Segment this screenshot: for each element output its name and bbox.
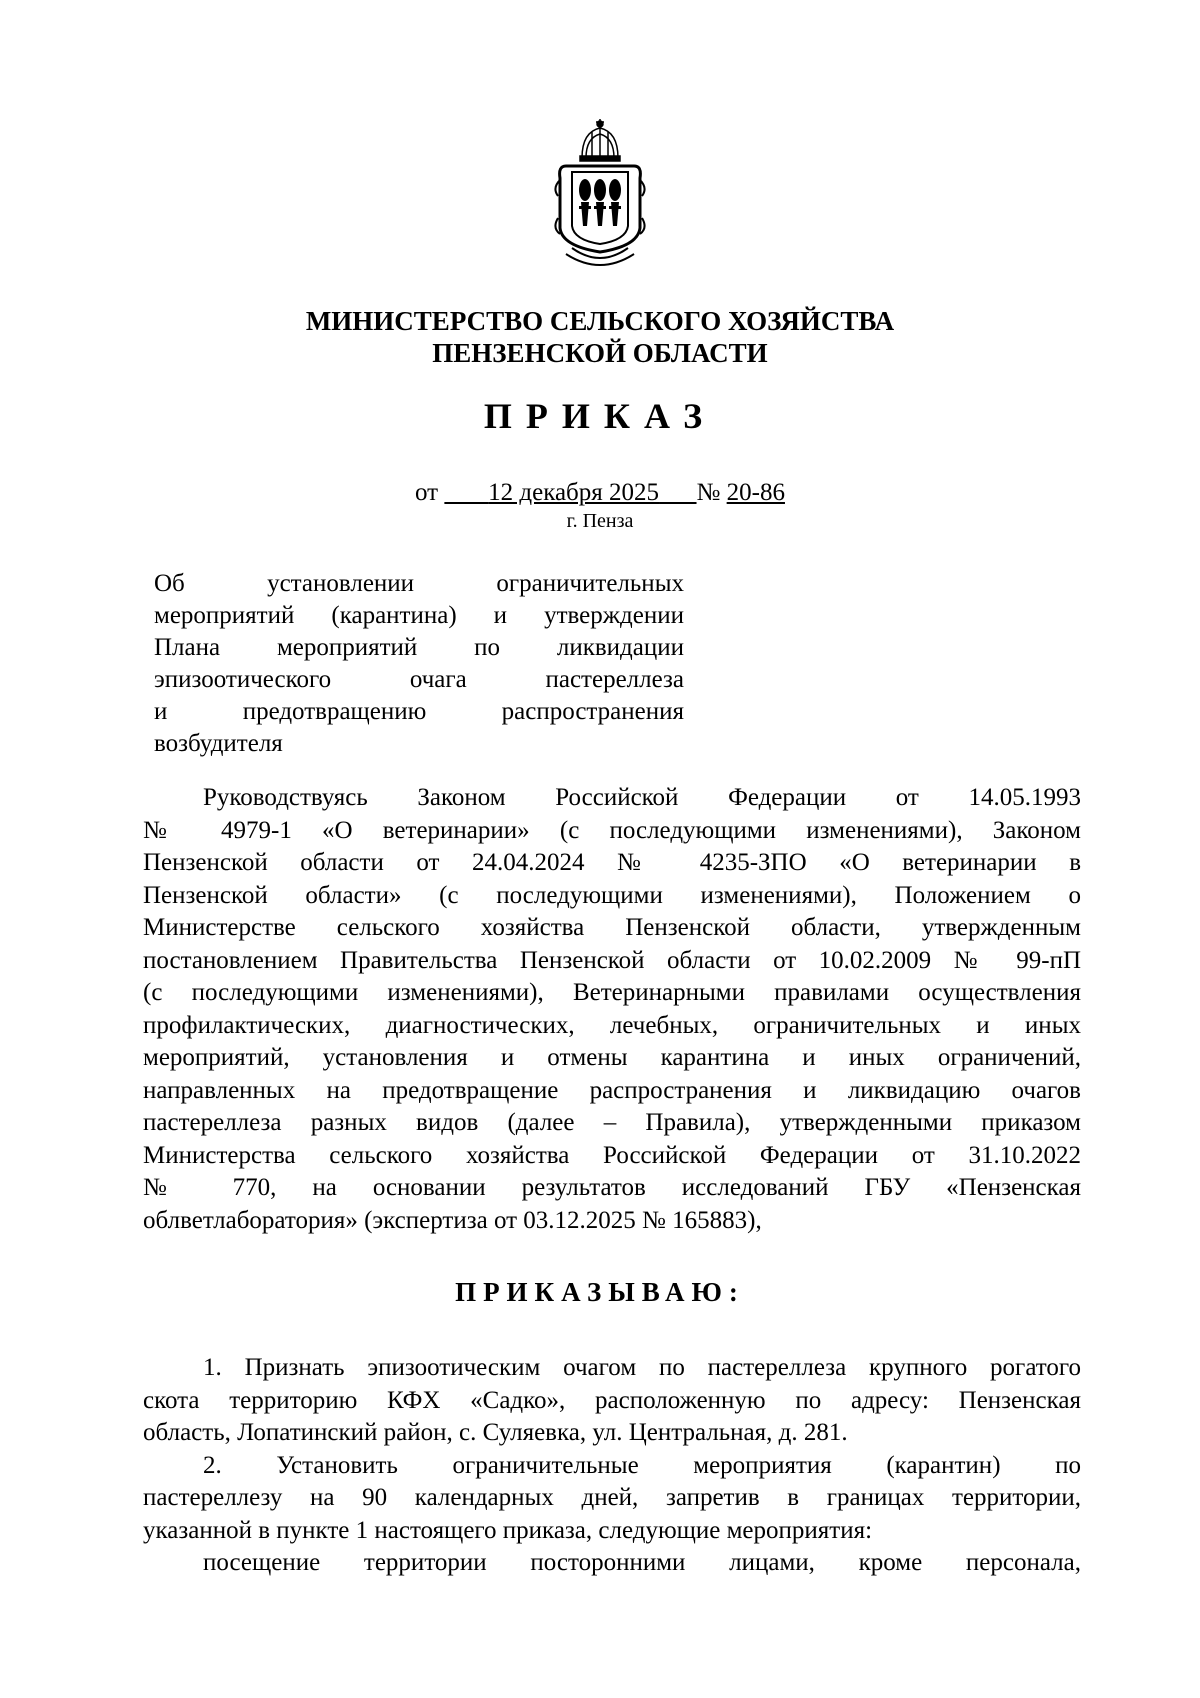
ministry-name-line2: ПЕНЗЕНСКОЙ ОБЛАСТИ — [432, 338, 768, 368]
order-item-line: область, Лопатинский район, с. Суляевка, ул. Центральная, д. 281. — [143, 1419, 848, 1446]
subject-block — [154, 568, 684, 760]
subject-line: возбудителя — [154, 730, 283, 757]
order-item-line: посещение территории посторонними лицами, кроме персонала, — [203, 1549, 1081, 1576]
preamble-line: облветлаборатория» (экспертиза от 03.12.2025 № 165883), — [143, 1206, 762, 1234]
preamble-line: Пензенской области от 24.04.2024 № 4235-ЗПО «О ветеринарии в — [143, 849, 1081, 876]
order-item-line: 1. Признать эпизоотическим очагом по пастереллеза крупного рогатого — [203, 1354, 1081, 1381]
order-date: 12 декабря 2025 — [488, 479, 660, 506]
subject-line: мероприятий (карантина) и утверждении — [154, 602, 684, 629]
preamble-line: (с последующими изменениями), Ветеринарными правилами осуществления — [143, 979, 1081, 1006]
preamble-line: Министерства сельского хозяйства Российской Федерации от 31.10.2022 — [143, 1141, 1081, 1169]
preamble-line: Пензенской области» (с последующими изменениями), Положением о — [143, 881, 1081, 909]
preamble-line: направленных на предотвращение распространения и ликвидацию очагов — [143, 1076, 1081, 1104]
orders-heading: ПРИКАЗЫВАЮ: — [455, 1277, 745, 1307]
preamble-line: № 770, на основании результатов исследований ГБУ «Пензенская — [143, 1174, 1081, 1201]
date-number-line — [0, 478, 1200, 508]
subject-line: эпизоотического очага пастереллеза — [154, 666, 684, 693]
subject-line: и предотвращению распространения — [154, 698, 684, 725]
date-prefix: от — [415, 479, 439, 506]
ministry-name-line1: МИНИСТЕРСТВО СЕЛЬСКОГО ХОЗЯЙСТВА — [305, 306, 895, 336]
preamble-line: пастереллеза разных видов (далее – Правила), утвержденными приказом — [143, 1109, 1081, 1136]
order-items — [143, 1352, 1081, 1580]
coat-of-arms-icon — [552, 118, 648, 274]
city-line: г. Пенза — [566, 510, 634, 532]
order-item-line: указанной в пункте 1 настоящего приказа, следующие мероприятия: — [143, 1516, 873, 1544]
preamble-line: Руководствуясь Законом Российской Федерации от 14.05.1993 — [203, 784, 1081, 811]
preamble-line: Министерстве сельского хозяйства Пензенской области, утвержденным — [143, 914, 1081, 941]
order-item-line: пастереллезу на 90 календарных дней, запретив в границах территории, — [143, 1484, 1081, 1511]
preamble-line: профилактических, диагностических, лечебных, ограничительных и иных — [143, 1011, 1081, 1039]
preamble-line: мероприятий, установления и отмены карантина и иных ограничений, — [143, 1044, 1081, 1071]
order-item-line: скота территорию КФХ «Садко», расположенную по адресу: Пензенская — [143, 1386, 1081, 1414]
number-prefix: № — [696, 479, 721, 506]
preamble-paragraph — [143, 782, 1081, 1237]
order-item-line: 2. Установить ограничительные мероприятия (карантин) по — [203, 1451, 1081, 1479]
document-type-heading: ПРИКАЗ — [483, 396, 717, 436]
preamble-line: № 4979-1 «О ветеринарии» (с последующими изменениями), Законом — [143, 816, 1081, 844]
subject-line: Плана мероприятий по ликвидации — [154, 634, 684, 661]
order-number: 20-86 — [726, 479, 785, 506]
subject-line: Об установлении ограничительных — [154, 570, 684, 597]
preamble-line: постановлением Правительства Пензенской области от 10.02.2009 № 99-пП — [143, 946, 1081, 974]
